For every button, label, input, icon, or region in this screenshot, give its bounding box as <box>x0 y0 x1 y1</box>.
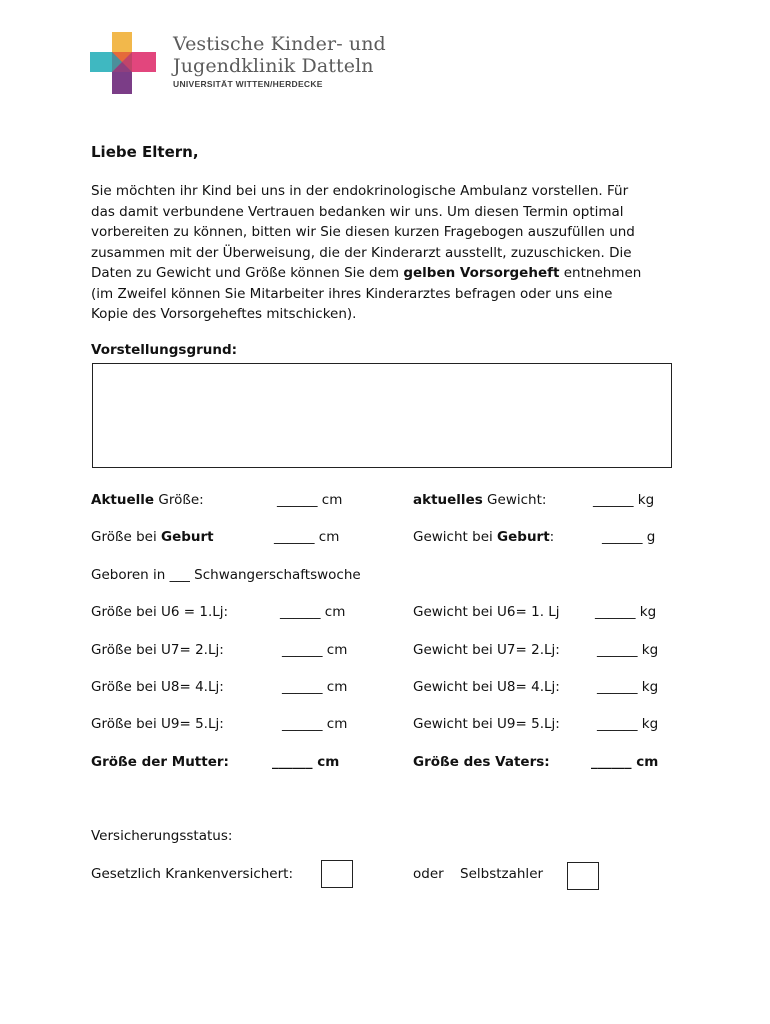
insurance-public-label: Gesetzlich Krankenversichert: <box>91 866 293 882</box>
intro-line: Kopie des Vorsorgeheftes mitschicken). <box>91 306 357 322</box>
u8-weight-label: Gewicht bei U8= 4.Lj: <box>413 679 560 695</box>
reason-label: Vorstellungsgrund: <box>91 342 238 358</box>
insurance-self-label: Selbstzahler <box>460 866 544 882</box>
insurance-or-label: oder <box>413 866 444 882</box>
u8-size-label: Größe bei U8= 4.Lj: <box>91 679 224 695</box>
current-size-blank[interactable]: ______ cm <box>277 492 343 508</box>
label-bold: aktuelles <box>413 492 483 508</box>
label-text: Größe: <box>154 492 204 508</box>
clinic-logo <box>90 32 410 96</box>
father-size-label: Größe des Vaters: <box>413 754 550 770</box>
label-text: Gewicht: <box>482 492 547 508</box>
intro-line: vorbereiten zu können, bitten wir Sie diesen kurzen Fragebogen auszufüllen und <box>91 224 635 240</box>
intro-line: (im Zweifel können Sie Mitarbeiter ihres Kinderarztes befragen oder uns eine <box>91 285 613 302</box>
intro-line <box>91 263 691 284</box>
birth-size-label <box>91 529 214 545</box>
current-size-label <box>91 492 204 508</box>
u9-weight-blank[interactable]: ______ kg <box>597 716 659 732</box>
birth-weight-label <box>413 529 554 545</box>
intro-line: zusammen mit der Überweisung, die der Kinderarzt ausstellt, zuzuschicken. Die <box>91 244 632 261</box>
u7-size-blank[interactable]: ______ cm <box>282 642 348 658</box>
label-bold: Geburt <box>161 529 214 545</box>
label-text: Gewicht bei <box>413 529 498 545</box>
insurance-label: Versicherungsstatus: <box>91 828 233 844</box>
insurance-public-checkbox[interactable] <box>321 860 353 888</box>
intro-line: Sie möchten ihr Kind bei uns in der endokrinologische Ambulanz vorstellen. Für <box>91 183 629 199</box>
u8-size-blank[interactable]: ______ cm <box>282 679 348 695</box>
u6-weight-blank[interactable]: ______ kg <box>595 604 657 620</box>
birth-size-blank[interactable]: ______ cm <box>274 529 340 545</box>
birth-weight-blank[interactable]: ______ g <box>602 529 656 545</box>
u9-size-label: Größe bei U9= 5.Lj: <box>91 716 224 732</box>
org-university: UNIVERSITÄT WITTEN/HERDECKE <box>173 79 323 89</box>
greeting: Liebe Eltern, <box>91 143 199 161</box>
intro-text: Daten zu Gewicht und Größe können Sie dem <box>91 265 404 281</box>
label-text: Größe bei <box>91 529 161 545</box>
u9-weight-label: Gewicht bei U9= 5.Lj: <box>413 716 560 732</box>
label-bold: Aktuelle <box>91 492 155 508</box>
u9-size-blank[interactable]: ______ cm <box>282 716 348 732</box>
u6-size-blank[interactable]: ______ cm <box>280 604 346 620</box>
cross-logo-icon <box>90 32 156 94</box>
u6-size-label: Größe bei U6 = 1.Lj: <box>91 604 229 620</box>
label-bold: Geburt <box>497 529 550 545</box>
u7-weight-label: Gewicht bei U7= 2.Lj: <box>413 642 560 658</box>
reason-textbox[interactable] <box>92 363 672 468</box>
intro-text: entnehmen <box>559 265 642 281</box>
father-size-blank[interactable]: ______ cm <box>591 754 659 770</box>
gestation-field[interactable]: Geboren in ___ Schwangerschaftswoche <box>91 567 361 583</box>
insurance-self-checkbox[interactable] <box>567 862 599 890</box>
mother-size-label: Größe der Mutter: <box>91 754 229 770</box>
u8-weight-blank[interactable]: ______ kg <box>597 679 659 695</box>
intro-emphasis: gelben Vorsorgeheft <box>403 265 560 281</box>
u7-size-label: Größe bei U7= 2.Lj: <box>91 642 224 658</box>
mother-size-blank[interactable]: ______ cm <box>272 754 340 770</box>
u6-weight-label: Gewicht bei U6= 1. Lj <box>413 604 560 620</box>
label-text: : <box>549 529 555 545</box>
current-weight-label <box>413 492 546 508</box>
u7-weight-blank[interactable]: ______ kg <box>597 642 659 658</box>
org-name-line1: Vestische Kinder- und <box>173 33 386 55</box>
intro-paragraph <box>91 181 691 325</box>
current-weight-blank[interactable]: ______ kg <box>593 492 655 508</box>
org-name-line2: Jugendklinik Datteln <box>173 55 374 77</box>
intro-line: das damit verbundene Vertrauen bedanken wir uns. Um diesen Termin optimal <box>91 203 624 220</box>
